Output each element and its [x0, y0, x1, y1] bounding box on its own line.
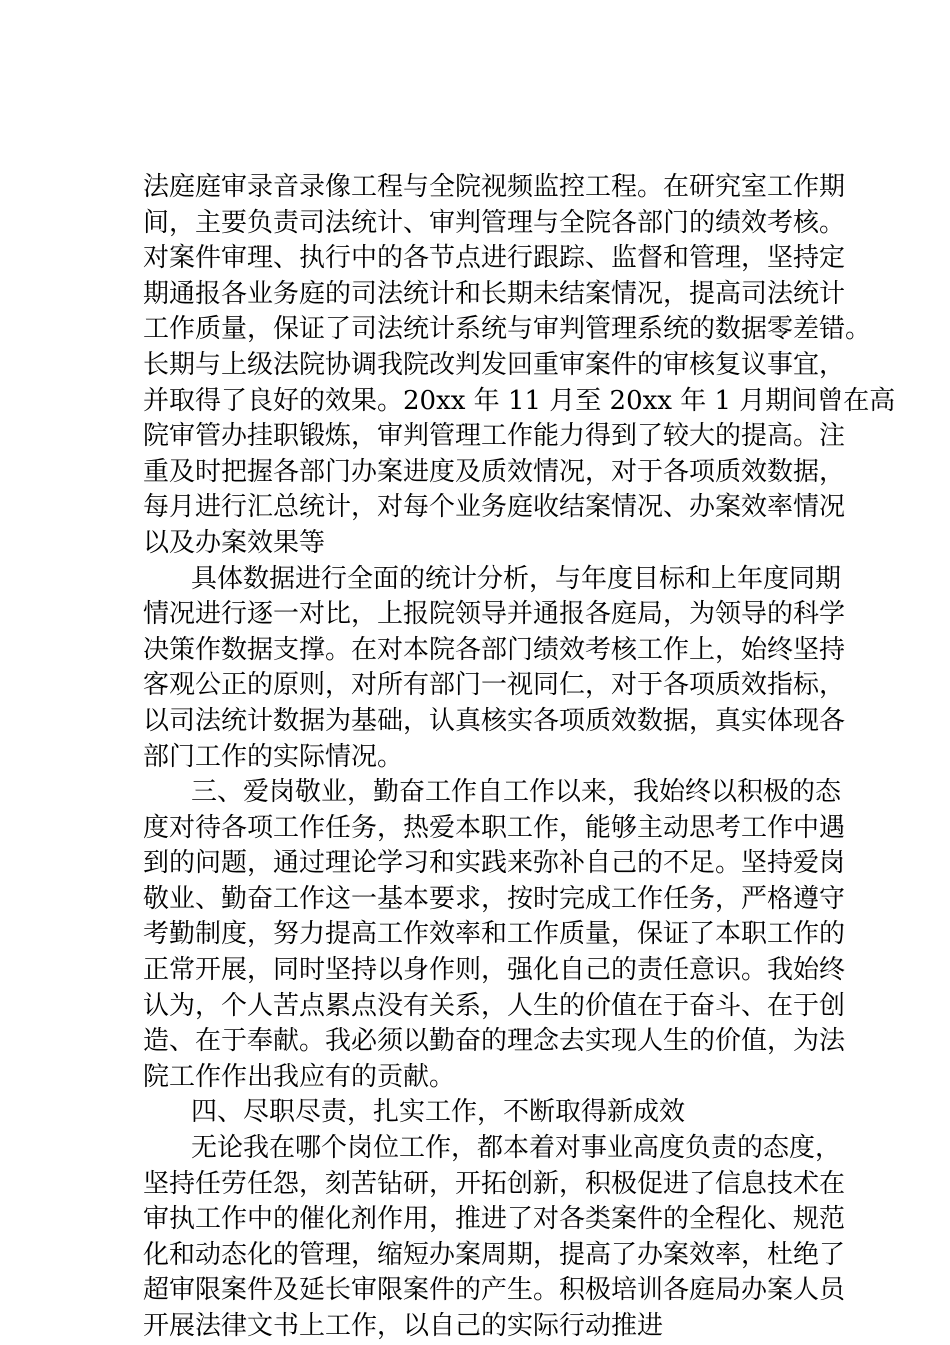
text-line: 院审管办挂职锻炼，审判管理工作能力得到了较大的提高。注 [143, 421, 846, 452]
text-line: 以司法统计数据为基础，认真核实各项质效数据，真实体现各 [143, 705, 846, 736]
text-line: 决策作数据支撑。在对本院各部门绩效考核工作上，始终坚持 [143, 634, 846, 665]
text-line: 部门工作的实际情况。 [143, 741, 404, 772]
text-line: 认为，个人苦点累点没有关系，人生的价值在于奋斗、在于创 [143, 990, 846, 1021]
text-line: 每月进行汇总统计，对每个业务庭收结案情况、办案效率情况 [143, 492, 846, 523]
paragraph-first-line: 无论我在哪个岗位工作，都本着对事业高度负责的态度， [191, 1133, 842, 1164]
text-line: 客观公正的原则，对所有部门一视同仁，对于各项质效指标， [143, 670, 846, 701]
text-line: 院工作作出我应有的贡献。 [143, 1061, 456, 1092]
text-line: 对案件审理、执行中的各节点进行跟踪、监督和管理，坚持定 [143, 243, 846, 274]
text-line: 开展法律文书上工作，以自己的实际行动推进 [143, 1311, 664, 1341]
text-line: 化和动态化的管理，缩短办案周期，提高了办案效率，杜绝了 [143, 1239, 846, 1270]
paragraph-first-line: 具体数据进行全面的统计分析，与年度目标和上年度同期 [191, 563, 842, 594]
text-line: 以及办案效果等 [143, 527, 326, 558]
text-line: 正常开展，同时坚持以身作则，强化自己的责任意识。我始终 [143, 955, 846, 986]
text-line: 期通报各业务庭的司法统计和长期未结案情况，提高司法统计 [143, 278, 846, 309]
paragraph-first-line: 四、尽职尽责，扎实工作，不断取得新成效 [191, 1097, 686, 1128]
text-line: 工作质量，保证了司法统计系统与审判管理系统的数据零差错。 [143, 314, 872, 345]
text-line: 法庭庭审录音录像工程与全院视频监控工程。在研究室工作期 [143, 172, 846, 202]
text-line: 重及时把握各部门办案进度及质效情况，对于各项质效数据， [143, 456, 846, 487]
text-line: 情况进行逐一对比，上报院领导并通报各庭局，为领导的科学 [143, 599, 846, 630]
text-line: 考勤制度，努力提高工作效率和工作质量，保证了本职工作的 [143, 919, 846, 950]
text-line: 间，主要负责司法统计、审判管理与全院各部门的绩效考核。 [143, 207, 846, 238]
text-line: 度对待各项工作任务，热爱本职工作，能够主动思考工作中遇 [143, 812, 846, 843]
text-line: 审执工作中的催化剂作用，推进了对各类案件的全程化、规范 [143, 1204, 846, 1235]
text-line: 敬业、勤奋工作这一基本要求，按时完成工作任务，严格遵守 [143, 883, 846, 914]
text-line: 并取得了良好的效果。20xx 年 11 月至 20xx 年 1 月期间曾在高 [143, 385, 896, 416]
text-line: 到的问题，通过理论学习和实践来弥补自己的不足。坚持爱岗 [143, 848, 846, 879]
text-line: 造、在于奉献。我必须以勤奋的理念去实现人生的价值，为法 [143, 1026, 846, 1057]
paragraph-first-line: 三、爱岗敬业，勤奋工作自工作以来，我始终以积极的态 [191, 777, 842, 808]
document-body [143, 170, 896, 1345]
text-line: 超审限案件及延长审限案件的产生。积极培训各庭局办案人员 [143, 1275, 846, 1306]
text-line: 长期与上级法院协调我院改判发回重审案件的审核复议事宜， [143, 349, 846, 380]
text-line: 坚持任劳任怨，刻苦钻研，开拓创新，积极促进了信息技术在 [143, 1168, 846, 1199]
